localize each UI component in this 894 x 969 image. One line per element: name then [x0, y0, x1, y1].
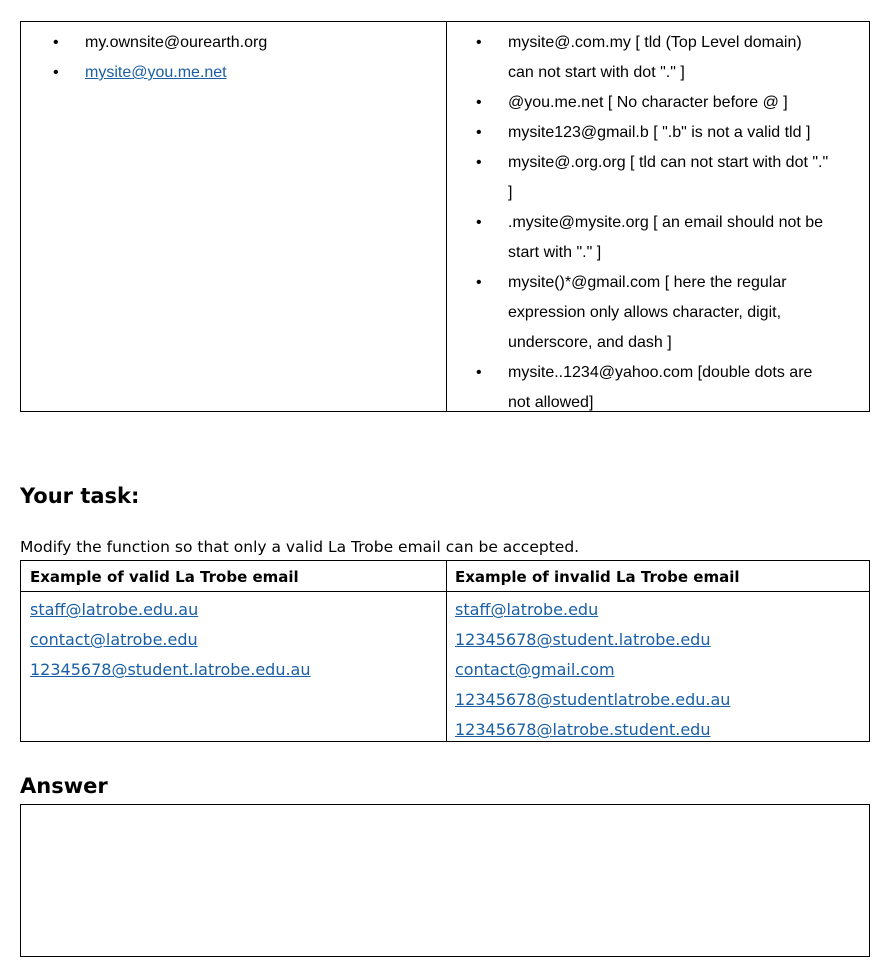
email-link[interactable]: mysite@you.me.net — [85, 64, 227, 81]
valid-email-list — [30, 595, 310, 685]
task-heading: Your task: — [20, 484, 140, 508]
header-rule — [21, 591, 869, 592]
example-text-line: • mysite@.com.my [ tld (Top Level domain) — [508, 34, 802, 51]
invalid-email-list — [455, 595, 730, 745]
invalid-example-item — [476, 28, 846, 88]
example-text-line: start with "." ] — [508, 244, 602, 261]
answer-heading: Answer — [20, 774, 108, 798]
column-divider — [446, 561, 447, 741]
email-link[interactable]: contact@gmail.com — [455, 660, 615, 679]
email-link[interactable]: 12345678@latrobe.student.edu — [455, 720, 711, 739]
valid-email-item[interactable] — [30, 655, 310, 685]
example-text-line: expression only allows character, digit, — [508, 304, 782, 321]
invalid-email-item[interactable] — [455, 685, 730, 715]
email-link[interactable]: 12345678@student.latrobe.edu — [455, 630, 711, 649]
invalid-example-item — [476, 208, 846, 268]
invalid-email-header: Example of invalid La Trobe email — [455, 568, 740, 586]
email-link[interactable]: contact@latrobe.edu — [30, 630, 198, 649]
example-text-line: not allowed] — [508, 394, 594, 411]
invalid-examples-list — [476, 28, 846, 418]
email-link[interactable]: staff@latrobe.edu — [455, 600, 599, 619]
valid-email-header: Example of valid La Trobe email — [30, 568, 299, 586]
task-description: Modify the function so that only a valid La Trobe email can be accepted. — [20, 538, 580, 556]
email-link[interactable]: staff@latrobe.edu.au — [30, 600, 199, 619]
example-text-line: • mysite@.org.org [ tld can not start with dot "." — [508, 154, 829, 171]
invalid-example-item — [476, 88, 846, 118]
answer-box[interactable] — [20, 804, 870, 957]
invalid-email-item[interactable] — [455, 655, 730, 685]
valid-email-item[interactable] — [30, 595, 310, 625]
valid-email-item[interactable] — [30, 625, 310, 655]
invalid-email-item[interactable] — [455, 625, 730, 655]
invalid-email-item[interactable] — [455, 715, 730, 745]
column-divider — [446, 22, 447, 411]
example-text-line: ] — [508, 184, 513, 201]
example-text-line: • @you.me.net [ No character before @ ] — [508, 94, 788, 111]
valid-example-item — [53, 28, 433, 58]
example-text-line: • mysite123@gmail.b [ ".b" is not a valid tld ] — [508, 124, 811, 141]
invalid-example-item — [476, 148, 846, 208]
email-link[interactable]: 12345678@student.latrobe.edu.au — [30, 660, 311, 679]
email-link[interactable]: 12345678@studentlatrobe.edu.au — [455, 690, 731, 709]
latrobe-email-table — [20, 560, 870, 742]
invalid-example-item — [476, 118, 846, 148]
valid-examples-list — [53, 28, 433, 88]
example-text-line: underscore, and dash ] — [508, 334, 672, 351]
example-text-line: • mysite()*@gmail.com [ here the regular — [508, 274, 787, 291]
example-text-line: • .mysite@mysite.org [ an email should not be — [508, 214, 824, 231]
examples-table — [20, 21, 870, 412]
invalid-example-item — [476, 358, 846, 418]
invalid-example-item — [476, 268, 846, 358]
invalid-email-item[interactable] — [455, 595, 730, 625]
example-text-line: • mysite..1234@yahoo.com [double dots are — [508, 364, 813, 381]
example-text-line: can not start with dot "." ] — [508, 64, 685, 81]
email-text: my.ownsite@ourearth.org — [85, 34, 268, 51]
valid-example-item[interactable] — [53, 58, 433, 88]
